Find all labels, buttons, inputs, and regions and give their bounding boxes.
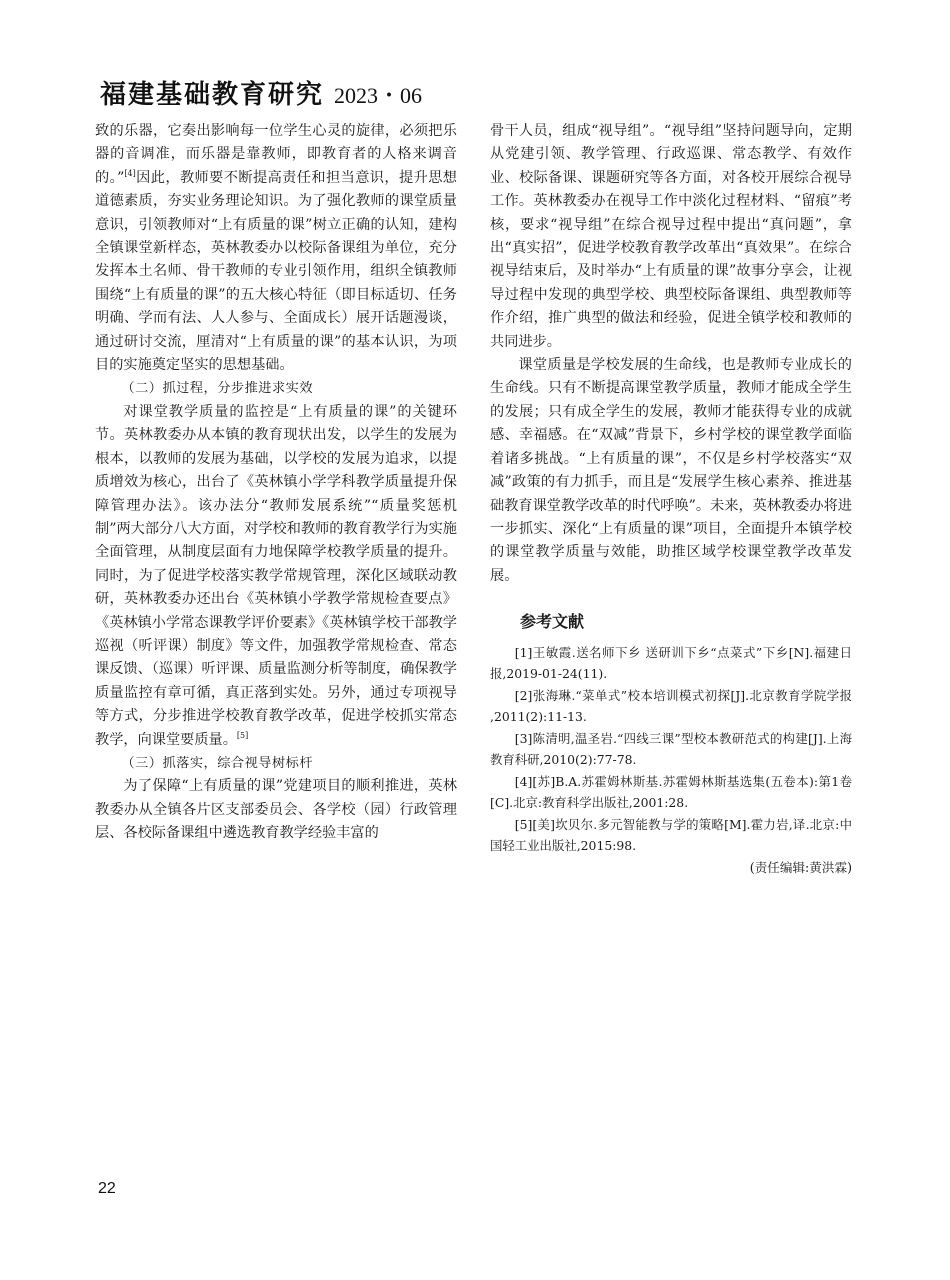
references-heading: 参考文献 [520,612,585,632]
page-number: 22 [98,1180,116,1197]
paragraph-text: 致的乐器，它奏出影响每一位学生心灵的旋律，必须把乐器的音调准，而乐器是靠教师，即教育者的人格来调音的。” [95,123,457,186]
journal-masthead [100,74,422,111]
reference-list [490,642,852,857]
paragraph-text: 对课堂教学质量的监控是“上有质量的课”的关键环节。英林教委办从本镇的教育现状出发，以学生的发展为根本，以教师的发展为基础，以学校的发展为追求，以提质增效为核心，出台了《英林镇小学学科教学质量提升保障管理办法》。该办法分“教师发展系统”“质量奖惩机制”两大部分八大方面，对学校和教师的教育教学行为实施全面管理，从制度层面有力地保障学校教学质量的提升。同时，为了促进学校落实教学常规管理，深化区域联动教研，英林教委办还出台《英林镇小学教学常规检查要点》《英林镇小学常态课教学评价要素》《英林镇学校干部教学巡视（听评课）制度》等文件，加强教学常规检查、常态课反馈、（巡课）听评课、质量监测分析等制度，确保教学质量监控有章可循，真正落到实处。另外，通过专项视导等方式，分步推进学校教育教学改革，促进学校抓实常态教学，向课堂要质量。 [95,403,457,748]
citation-marker: [5] [236,730,249,740]
responsible-editor: (责任编辑:黄洪霖) [749,859,852,875]
paragraph [95,120,457,377]
section-heading: （三）抓落实，综合视导树标杆 [121,755,314,771]
reference-item: [1]王敏霞.送名师下乡 送研训下乡“点菜式”下乡[N].福建日报,2019-01-24(11). [490,644,852,682]
paragraph: 为了保障“上有质量的课”党建项目的顺利推进，英林教委办从全镇各片区支部委员会、各学校（园）行政管理层、各校际备课组中遴选教育教学经验丰富的 [95,778,457,842]
paragraph: 课堂质量是学校发展的生命线，也是教师专业成长的生命线。只有不断提高课堂教学质量，教师才能成全学生的发展；只有成全学生的发展，教师才能获得专业的成就感、幸福感。在“双减”背景下，乡村学校的课堂教学面临着诸多挑战。“上有质量的课”，不仅是乡村学校落实“双减”政策的有力抓手，而且是“发展学生核心素养、推进基础教育课堂教学改革的时代呼唤”。未来，英林教委办将进一步抓实、深化“上有质量的课”项目，全面提升本镇学校的课堂教学质量与效能，助推区域学校课堂教学改革发展。 [490,357,852,584]
reference-item: [5][美]坎贝尔.多元智能教与学的策略[M].霍力岩,译.北京:中国轻工业出版社,2015:98. [490,816,852,854]
issue-number: 2023・06 [334,83,423,108]
reference-item: [2]张海琳.“菜单式”校本培训模式初探[J].北京教育学院学报 ,2011(2):11-13. [490,687,852,725]
reference-item: [4][苏]B.A.苏霍姆林斯基.苏霍姆林斯基选集(五卷本):第1卷[C].北京:教育科学出版社,2001:28. [490,773,852,811]
paragraph-text: 因此，教师要不断提高责任和担当意识，提升思想道德素质，夯实业务理论知识。为了强化教师的课堂质量意识，引领教师对“上有质量的课”树立正确的认知，建构全镇课堂新样态，英林教委办以校际备课组为单位，充分发挥本土名师、骨干教师的专业引领作用，组织全镇教师围绕“上有质量的课”的五大核心特征（即目标适切、任务明确、学而有法、人人参与、全面成长）展开话题漫谈，通过研讨交流，厘清对“上有质量的课”的基本认识，为项目的实施奠定坚实的思想基础。 [95,169,457,374]
right-column [490,120,852,879]
paragraph: 骨干人员，组成“视导组”。“视导组”坚持问题导向，定期从党建引领、教学管理、行政巡课、常态教学、有效作业、校际备课、课题研究等各方面，对各校开展综合视导工作。英林教委办在视导工作中淡化过程材料、“留痕”考核，要求“视导组”在综合视导过程中提出“真问题”，拿出“真实招”，促进学校教育教学改革出“真效果”。在综合视导结束后，及时举办“上有质量的课”故事分享会，让视导过程中发现的典型学校、典型校际备课组、典型教师等作介绍，推广典型的做法和经验，促进全镇学校和教师的共同进步。 [490,123,852,350]
reference-item: [3]陈清明,温圣岩.“四线三课”型校本教研范式的构建[J].上海教育科研,2010(2):77-78. [490,730,852,768]
paragraph [95,401,457,752]
citation-marker: [4] [124,168,136,178]
section-heading: （二）抓过程，分步推进求实效 [121,381,314,397]
journal-name: 福建基础教育研究 [100,80,325,110]
left-column [95,120,457,846]
